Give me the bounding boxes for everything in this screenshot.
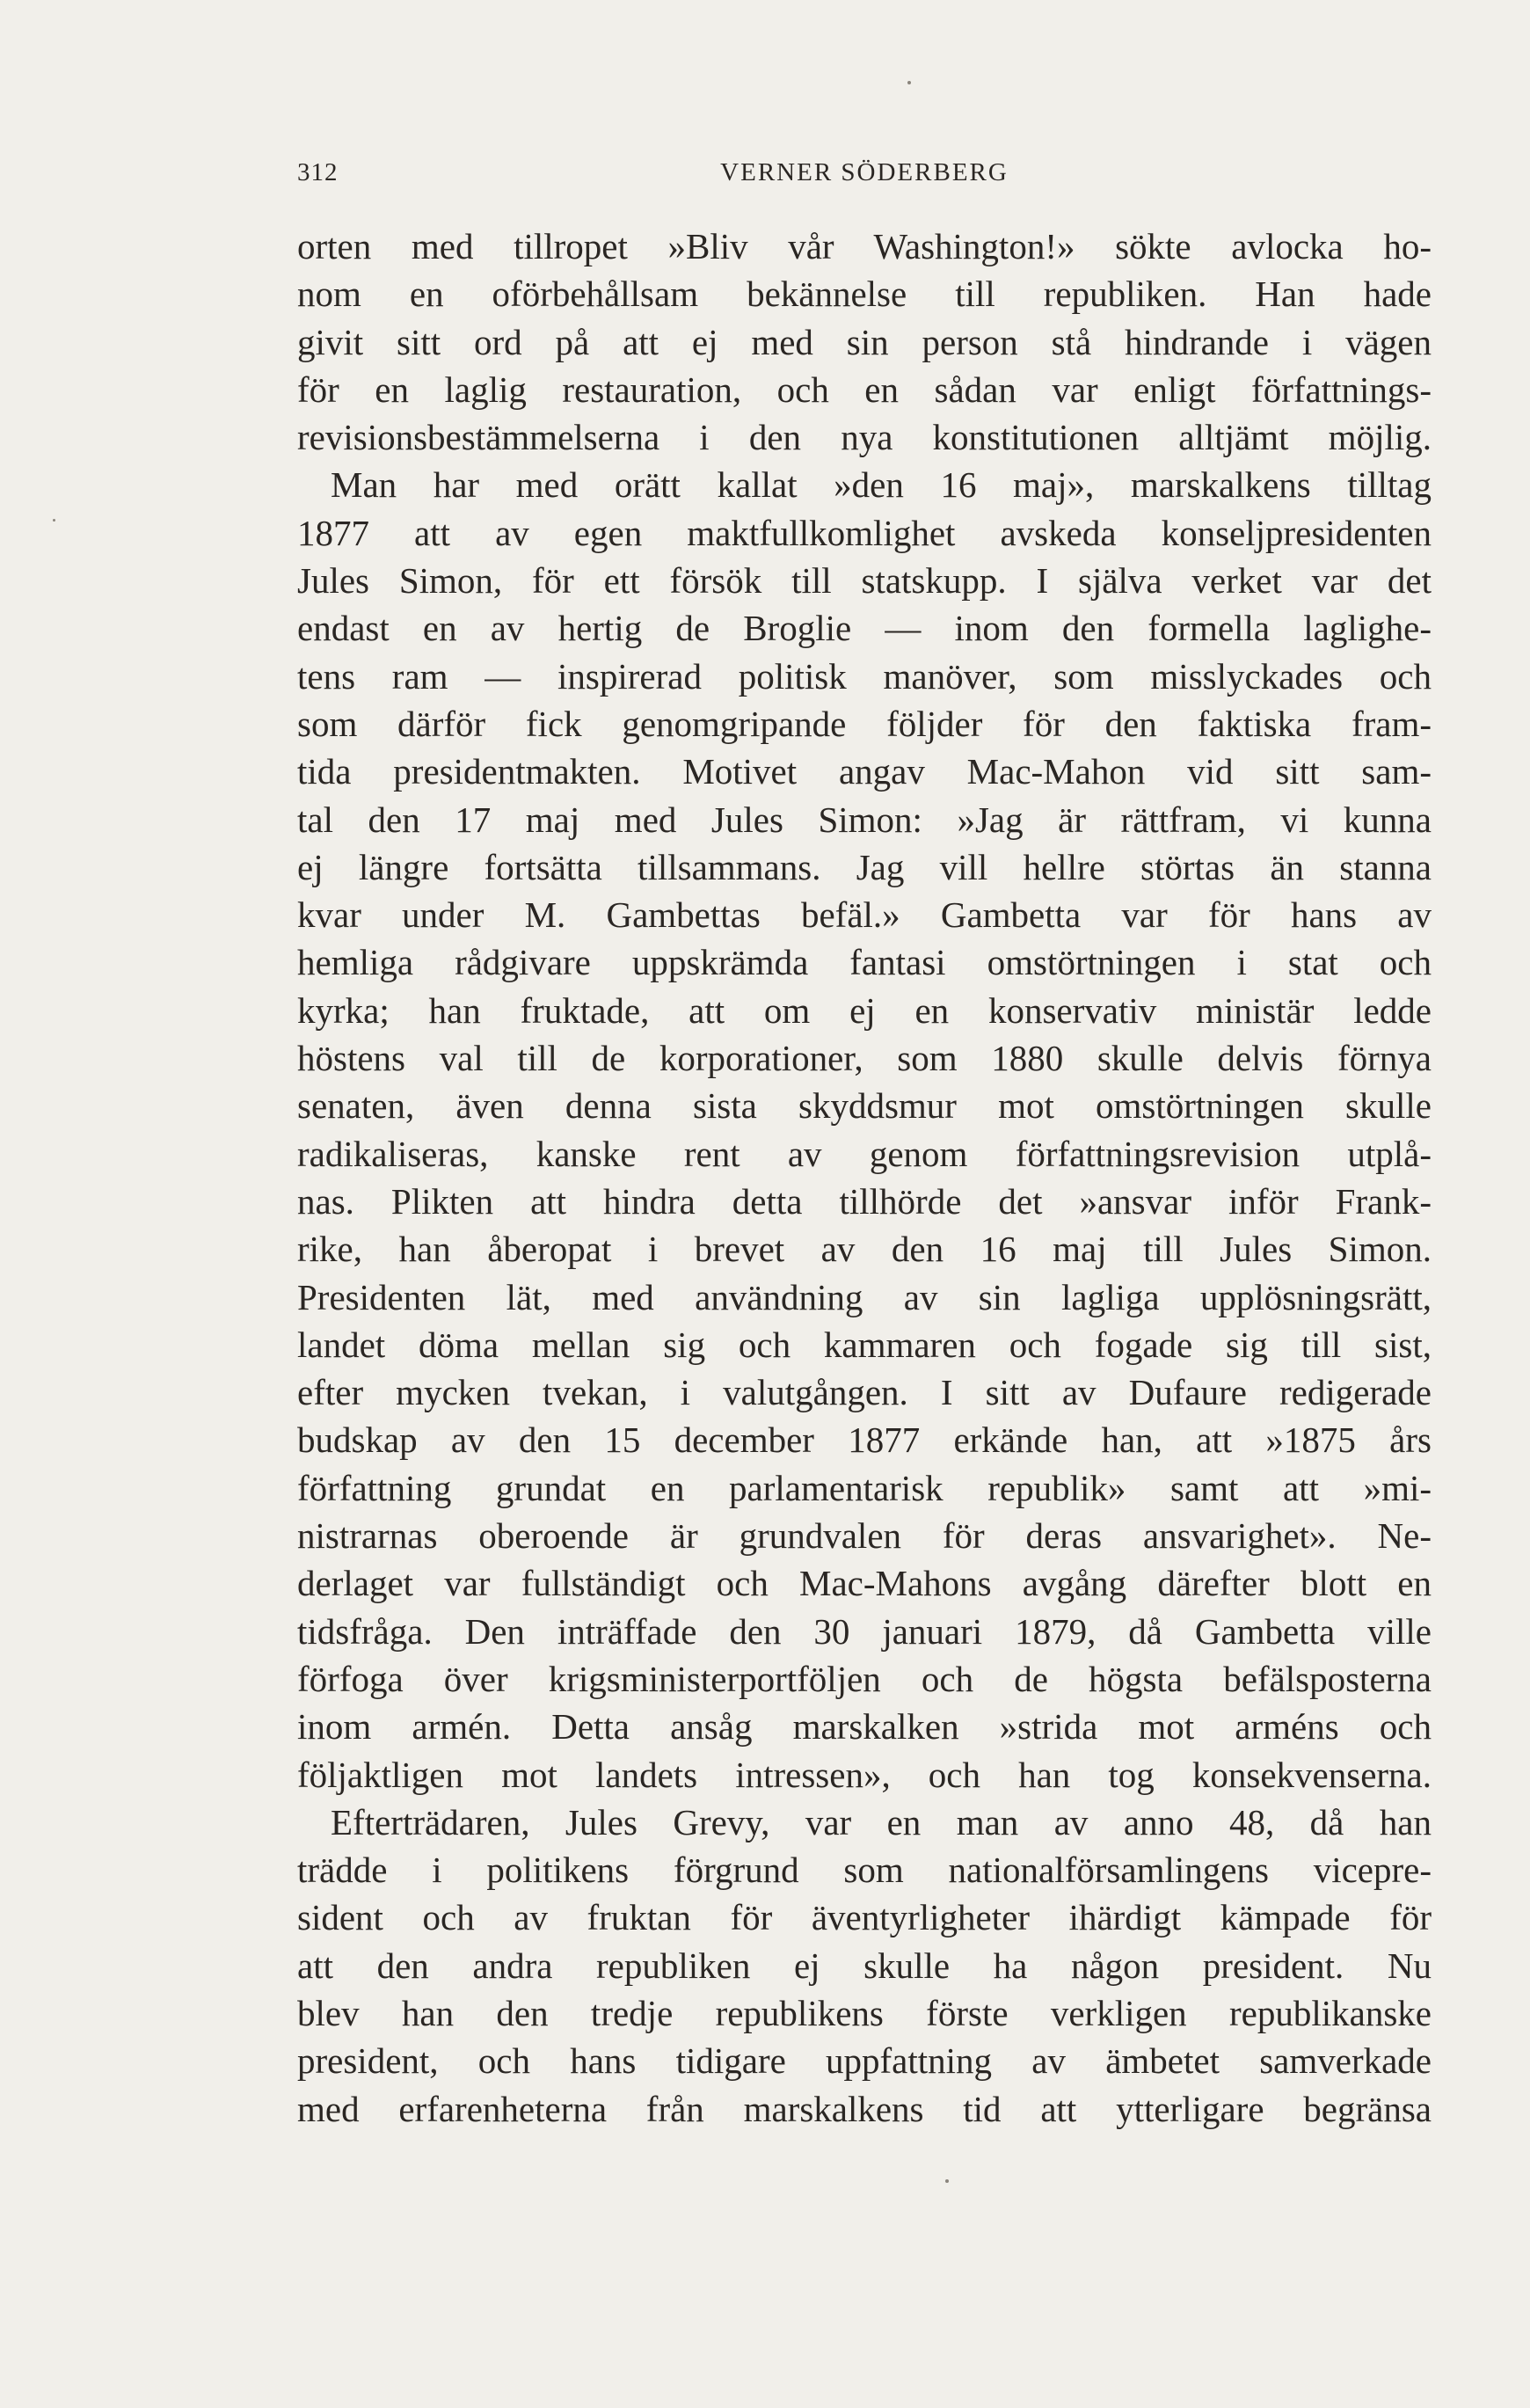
text-line: tidsfråga. Den inträffade den 30 januari 1879, då Gambetta ville [297,1610,1432,1652]
text-line: tida presidentmakten. Motivet angav Mac-Mahon vid sitt sam- [297,751,1432,792]
text-line: Man har med orätt kallat »den 16 maj», marskalkens tilltag [331,464,1432,506]
text-line: Efterträdaren, Jules Grevy, var en man av anno 48, då han [331,1801,1432,1842]
text-line: landet döma mellan sig och kammaren och fogade sig till sist, [297,1324,1432,1365]
text-line: efter mycken tvekan, i valutgången. I sitt av Dufaure redigerade [297,1372,1432,1413]
paper-speck [53,519,55,522]
text-line: tens ram — inspirerad politisk manöver, som misslyckades och [297,655,1432,697]
text-line: revisionsbestämmelserna i den nya konstitutionen alltjämt möjlig. [297,417,1432,458]
text-line: budskap av den 15 december 1877 erkände han, att »1875 års [297,1419,1432,1461]
page-number: 312 [297,158,339,186]
text-line: att den andra republiken ej skulle ha någon president. Nu [297,1945,1432,1986]
running-head: VERNER SÖDERBERG [720,158,1009,186]
text-line: Jules Simon, för ett försök till statskupp. I själva verket var det [297,560,1432,602]
text-line: för en laglig restauration, och en sådan var enligt författnings- [297,368,1432,410]
text-line: förfoga över krigsministerportföljen och de högsta befälsposterna [297,1658,1432,1699]
text-line: senaten, även denna sista skyddsmur mot omstörtningen skulle [297,1085,1432,1127]
text-line: hemliga rådgivare uppskrämda fantasi omstörtningen i stat och [297,942,1432,983]
text-line: tal den 17 maj med Jules Simon: »Jag är rättfram, vi kunna [297,799,1432,840]
text-line: trädde i politikens förgrund som nationalförsamlingens vicepre- [297,1850,1432,1891]
text-line: president, och hans tidigare uppfattning av ämbetet samverkade [297,2040,1432,2082]
page-header [297,158,1432,202]
text-line: kvar under M. Gambettas befäl.» Gambetta var för hans av [297,894,1432,936]
text-line: Presidenten lät, med användning av sin lagliga upplösningsrätt, [297,1276,1432,1317]
paper-speck [907,81,911,84]
paper-speck [945,2179,949,2183]
text-line: sident och av fruktan för äventyrligheter ihärdigt kämpade för [297,1897,1432,1938]
text-line: rike, han åberopat i brevet av den 16 maj till Jules Simon. [297,1229,1432,1270]
text-line: nom en oförbehållsam bekännelse till republiken. Han hade [297,274,1432,315]
text-line: höstens val till de korporationer, som 1880 skulle delvis förnya [297,1038,1432,1079]
text-line: med erfarenheterna från marskalkens tid att ytterligare begränsa [297,2088,1432,2129]
text-line: författning grundat en parlamentarisk republik» samt att »mi- [297,1467,1432,1508]
text-line: derlaget var fullständigt och Mac-Mahons avgång därefter blott en [297,1563,1432,1604]
text-line: inom armén. Detta ansåg marskalken »strida mot arméns och [297,1706,1432,1748]
text-line: 1877 att av egen maktfullkomlighet avskeda konseljpresidenten [297,512,1432,553]
text-line: radikaliseras, kanske rent av genom författningsrevision utplå- [297,1133,1432,1174]
text-line: följaktligen mot landets intressen», och han tog konsekvenserna. [297,1754,1432,1795]
text-line: givit sitt ord på att ej med sin person stå hindrande i vägen [297,321,1432,362]
text-line: endast en av hertig de Broglie — inom den formella laglighe- [297,608,1432,649]
text-line: ej längre fortsätta tillsammans. Jag vill hellre störtas än stanna [297,846,1432,887]
text-line: orten med tillropet »Bliv vår Washington!» sökte avlocka ho- [297,226,1432,266]
text-line: som därför fick genomgripande följder för den faktiska fram- [297,703,1432,744]
text-line: blev han den tredje republikens förste verkligen republikanske [297,1992,1432,2033]
text-line: kyrka; han fruktade, att om ej en konservativ ministär ledde [297,989,1432,1031]
text-line: nistrarnas oberoende är grundvalen för deras ansvarighet». Ne- [297,1515,1432,1557]
body-text [297,223,1432,2133]
text-line: nas. Plikten att hindra detta tillhörde det »ansvar inför Frank- [297,1180,1432,1222]
